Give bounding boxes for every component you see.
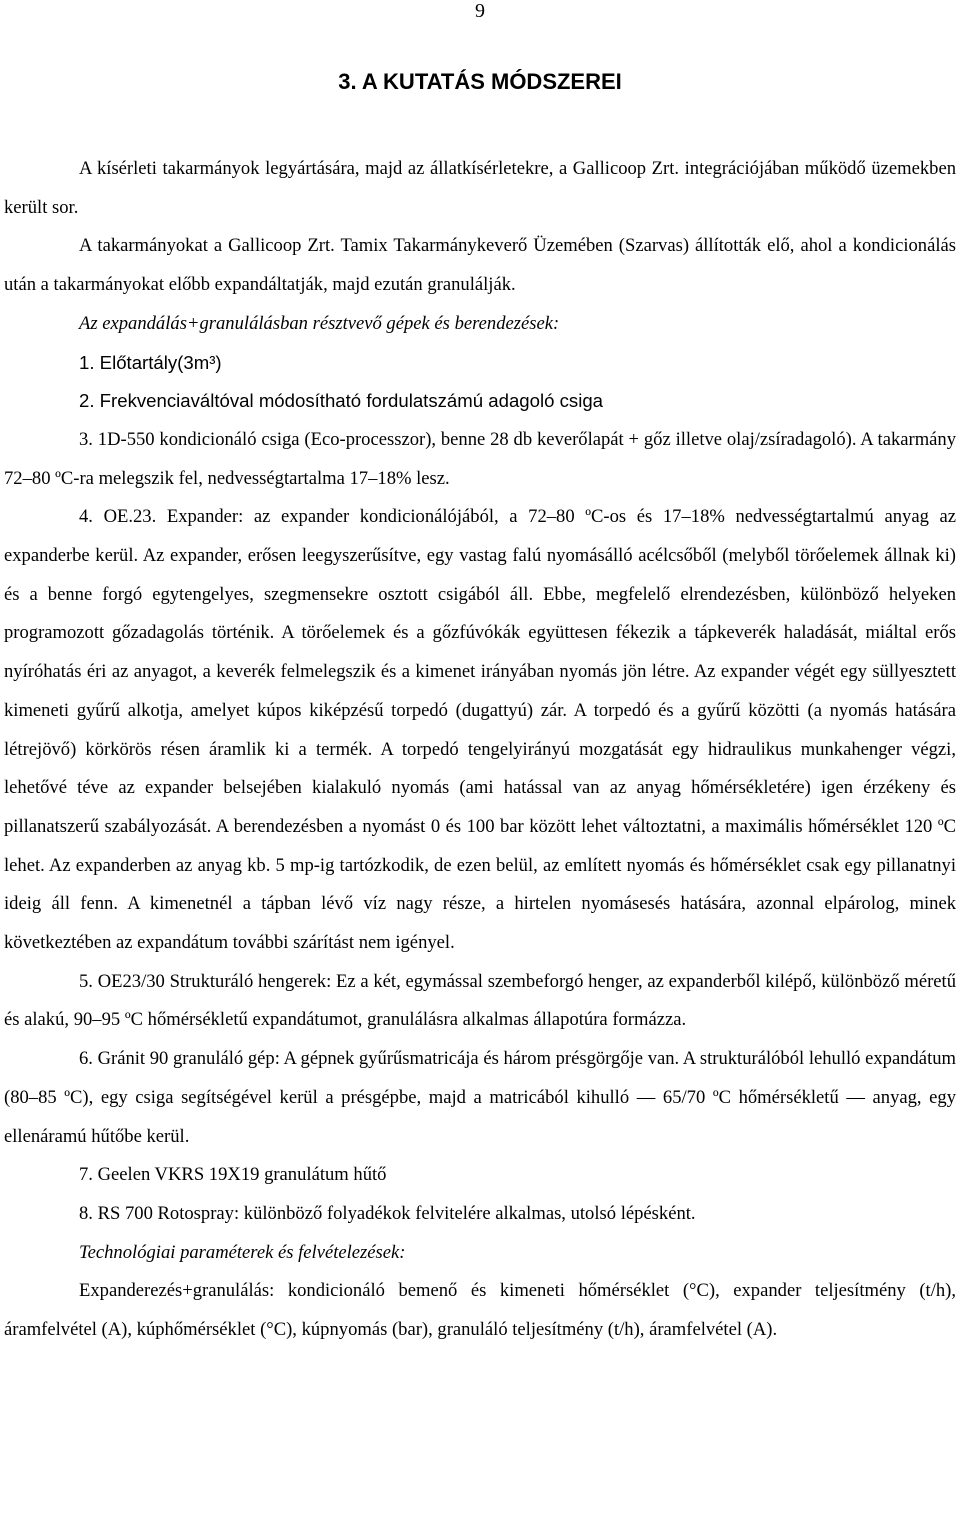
list-item-2: 2. Frekvenciaváltóval módosítható fordulatszámú adagoló csiga	[79, 390, 604, 412]
list-item-8: 8. RS 700 Rotospray: különböző folyadékok felvitelére alkalmas, utolsó lépésként.	[79, 1202, 696, 1224]
equipment-heading: Az expandálás+granulálásban résztvevő gépek és berendezések:	[79, 312, 560, 334]
body-text	[4, 150, 956, 1350]
parameters-heading: Technológiai paraméterek és felvételezések:	[79, 1241, 406, 1263]
list-item-3: 3. 1D-550 kondicionáló csiga (Eco-processzor), benne 28 db keverőlapát + gőz illetve olaj/zsíradagoló). A takarmány 72–80 ºC-ra melegszik fel, nedvességtartalma 17–18% lesz.	[4, 428, 956, 489]
list-item-6: 6. Gránit 90 granuláló gép: A gépnek gyűrűsmatricája és három présgörgője van. A strukturálóból lehulló expandátum (80–85 ºC), egy csiga segítségével kerül a présgépbe, majd a matricából kihulló — 65/70 ºC hőmérsékletű — anyag, egy ellenáramú hűtőbe kerül.	[4, 1048, 956, 1147]
list-item-5: 5. OE23/30 Strukturáló hengerek: Ez a két, egymással szembeforgó henger, az expanderből kilépő, különböző méretű és alakú, 90–95 ºC hőmérsékletű expandátumot, granulálásra alkalmas állapotúra formázza.	[4, 970, 956, 1031]
chapter-title: 3. A KUTATÁS MÓDSZEREI	[338, 69, 622, 94]
paragraph-intro: A kísérleti takarmányok legyártására, majd az állatkísérletekre, a Gallicoop Zrt. integrációjában működő üzemekben került sor.	[4, 158, 956, 218]
list-item-7: 7. Geelen VKRS 19X19 granulátum hűtő	[79, 1164, 387, 1186]
list-item-4: 4. OE.23. Expander: az expander kondicionálójából, a 72–80 ºC-os és 17–18% nedvességtartalmú anyag az expanderbe kerül. Az expander, erősen leegyszerűsítve, egy vastag falú nyomásálló acélcsőből (melyből törőelemek állnak ki) és a benne forgó egytengelyes, szegmensekre osztott csigából áll. Ebbe, megfelelő elrendezésben, különböző helyeken programozott gőzadagolás történik. A törőelemek és a gőzfúvókák együttesen fékezik a tápkeverék haladását, miáltal erős nyíróhatás éri az anyagot, a keverék felmelegszik és a kimenet irányában nyomás jön létre. Az expander végét egy süllyesztett kimeneti gyűrű alkotja, amelyet kúpos kiképzésű torpedó (dugattyú) zár. A torpedó és a gyűrű közötti (a nyomás hatására létrejövő) körkörös résen áramlik ki a termék. A torpedó tengelyirányú mozgatását egy hidraulikus munkahenger végzi, lehetővé téve az expander belsejében kialakuló nyomás (ami hatással van az anyag hőmérsékletére) igen érzékeny és pillanatszerű szabályozását. A berendezésben a nyomást 0 és 100 bar között lehet változtatni, a maximális hőmérséklet 120 ºC lehet. Az expanderben az anyag kb. 5 mp-ig tartózkodik, de ezen belül, az említett nyomás és hőmérséklet csak egy pillanatnyi ideig áll fenn. A kimenetnél a tápban lévő víz nagy része, a hirtelen nyomásesés hatására, azonnal elpárolog, minek következtében az expandátum további szárítást nem igényel.	[4, 506, 956, 954]
list-item-1: 1. Előtartály(3m³)	[79, 351, 222, 373]
paragraph-parameters: Expanderezés+granulálás: kondicionáló bemenő és kimeneti hőmérséklet (°C), expander teljesítmény (t/h), áramfelvétel (A), kúphőmérséklet (°C), kúpnyomás (bar), granuláló teljesítmény (t/h), áramfelvétel (A).	[4, 1280, 956, 1341]
paragraph-production: A takarmányokat a Gallicoop Zrt. Tamix Takarmánykeverő Üzemében (Szarvas) állították elő, ahol a kondicionálás után a takarmányokat előbb expandáltatják, majd ezután granulálják.	[4, 235, 956, 296]
page-number: 9	[475, 0, 485, 22]
